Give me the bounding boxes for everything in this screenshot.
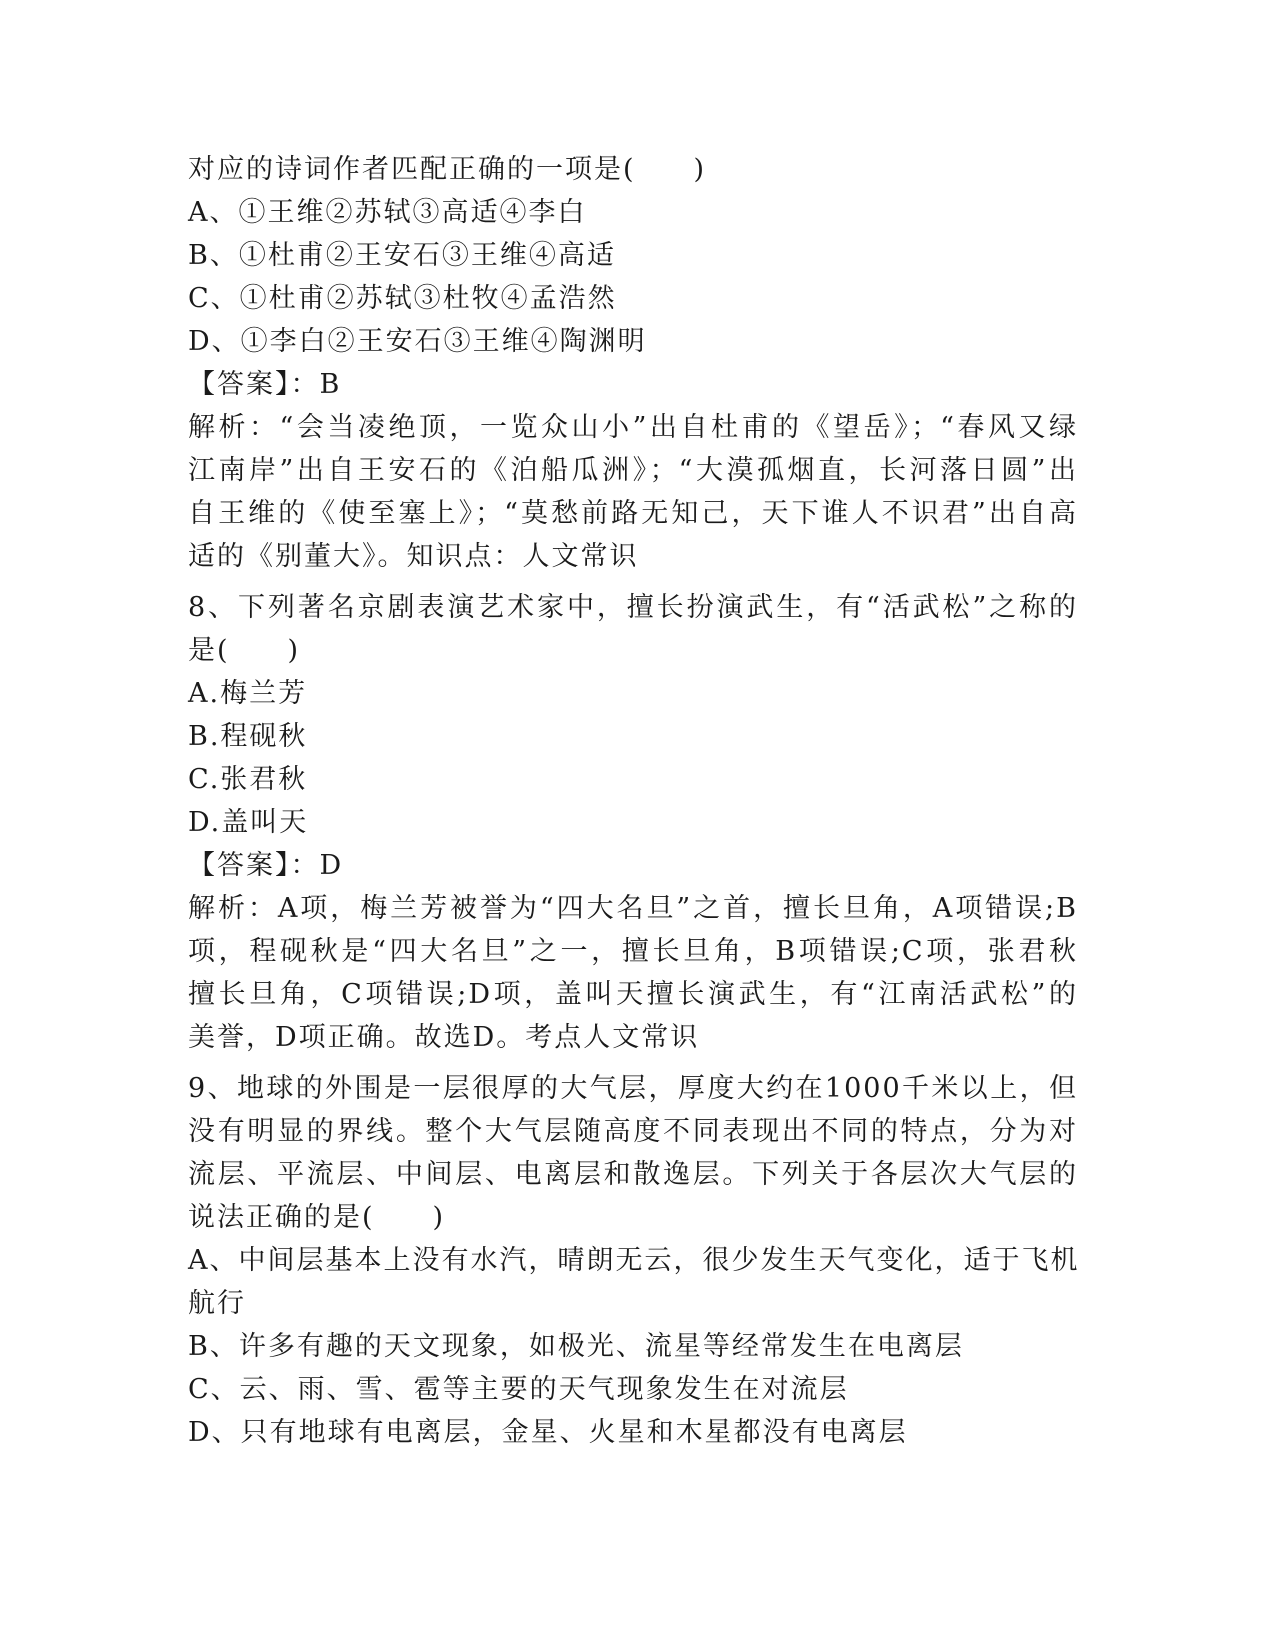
question-8 [188,586,1078,1059]
question-9-option-d: D、只有地球有电离层，金星、火星和木星都没有电离层 [188,1417,908,1448]
question-9-stem: 9、地球的外围是一层很厚的大气层，厚度大约在1000千米以上，但 [188,1073,1078,1104]
question-9-stem: 没有明显的界线。整个大气层随高度不同表现出不同的特点，分为对 [188,1116,1078,1147]
question-9-option-b: B、许多有趣的天文现象，如极光、流星等经常发生在电离层 [188,1331,964,1362]
question-7-analysis-line: 自王维的《使至塞上》；“莫愁前路无知己，天下谁人不识君”出自高 [188,498,1078,529]
question-9-stem: 流层、平流层、中间层、电离层和散逸层。下列关于各层次大气层的 [188,1159,1078,1190]
document-content [188,148,1078,1454]
question-8-option-b: B.程砚秋 [188,721,308,752]
question-7-answer: 【答案】：B [188,369,342,400]
question-7-option-a: A、①王维②苏轼③高适④李白 [188,197,587,228]
question-8-option-a: A.梅兰芳 [188,678,308,709]
question-8-option-c: C.张君秋 [188,764,308,795]
question-8-stem: 是( ) [188,635,301,666]
question-8-option-d: D.盖叫天 [188,807,309,838]
question-9-option-a-cont: 航行 [188,1288,246,1319]
question-7 [188,148,1078,578]
question-7-option-d: D、①李白②王安石③王维④陶渊明 [188,326,647,357]
question-7-option-b: B、①杜甫②王安石③王维④高适 [188,240,616,271]
question-8-analysis-line: 擅长旦角，C项错误;D项，盖叫天擅长演武生，有“江南活武松”的 [188,979,1078,1010]
question-8-analysis-line: 美誉，D项正确。故选D。考点人文常识 [188,1022,700,1053]
question-9 [188,1067,1078,1454]
question-9-option-c: C、云、雨、雪、雹等主要的天气现象发生在对流层 [188,1374,849,1405]
question-8-answer: 【答案】：D [188,850,344,881]
question-8-analysis-line: 项，程砚秋是“四大名旦”之一，擅长旦角，B项错误;C项，张君秋 [188,936,1078,967]
question-7-stem: 对应的诗词作者匹配正确的一项是( ) [188,154,707,185]
question-9-stem: 说法正确的是( ) [188,1202,446,1233]
question-9-option-a: A、中间层基本上没有水汽，晴朗无云，很少发生天气变化，适于飞机 [188,1245,1080,1276]
question-8-analysis-line: 解析：A项，梅兰芳被誉为“四大名旦”之首，擅长旦角，A项错误;B [188,893,1078,924]
question-8-stem: 8、下列著名京剧表演艺术家中，擅长扮演武生，有“活武松”之称的 [188,592,1078,623]
question-7-analysis-line: 江南岸”出自王安石的《泊船瓜洲》；“大漠孤烟直，长河落日圆”出 [188,455,1078,486]
question-7-analysis-line: 适的《别董大》。知识点：人文常识 [188,541,639,572]
question-7-analysis-line: 解析：“会当凌绝顶，一览众山小”出自杜甫的《望岳》；“春风又绿 [188,412,1078,443]
question-7-option-c: C、①杜甫②苏轼③杜牧④孟浩然 [188,283,617,314]
